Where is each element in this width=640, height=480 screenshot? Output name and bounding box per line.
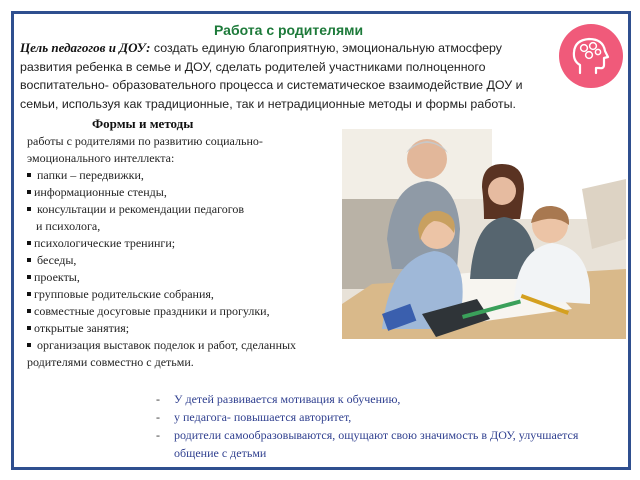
goal-paragraph xyxy=(20,39,550,113)
head-with-emotions-icon xyxy=(556,21,626,91)
list-item: - родители самообразовываются, ощущают свою значимость в ДОУ, улучшается xyxy=(156,428,579,442)
list-item: и психолога, xyxy=(27,219,101,233)
list-item: - У детей развивается мотивация к обучению, xyxy=(156,392,401,406)
list-item: общение с детьми xyxy=(174,446,267,460)
list-item: родителями совместно с детьми. xyxy=(27,355,194,369)
forms-title: Формы и методы xyxy=(92,116,194,131)
goal-line-1: создать единую благоприятную, эмоциональную атмосферу xyxy=(153,41,503,55)
forms-intro xyxy=(27,133,327,167)
list-item: беседы, xyxy=(27,252,357,269)
goal-line-3: воспитательно- образовательного процесса и систематическое взаимодействие ДОУ и xyxy=(20,78,523,92)
forms-list xyxy=(27,167,357,371)
list-item: проекты, xyxy=(27,269,357,286)
list-item: - у педагога- повышается авторитет, xyxy=(156,410,352,424)
list-item: папки – передвижки, xyxy=(27,167,357,184)
forms-intro-line-2: эмоционального интеллекта: xyxy=(27,151,175,165)
list-item: открытые занятия; xyxy=(27,320,357,337)
goal-line-4: семьи, используя как традиционные, так и нетрадиционные методы и формы работы. xyxy=(20,96,516,111)
slide-title: Работа с родителями xyxy=(214,22,364,38)
list-item: организация выставок поделок и работ, сделанных xyxy=(27,337,357,354)
list-item: совместные досуговые праздники и прогулки, xyxy=(27,303,357,320)
goal-line-2: развития ребенка в семье и ДОУ, сделать родителей участниками полноценного xyxy=(20,59,486,74)
goal-label: Цель педагогов и ДОУ: xyxy=(20,40,151,55)
list-item: консультации и рекомендации педагогов xyxy=(27,201,357,218)
family-drawing-photo xyxy=(342,129,626,339)
list-item: информационные стенды, xyxy=(27,184,357,201)
list-item: групповые родительские собрания, xyxy=(27,286,357,303)
list-item: психологические тренинги; xyxy=(27,235,357,252)
results-list xyxy=(156,390,636,462)
forms-intro-line-1: работы с родителями по развитию социально- xyxy=(27,134,263,148)
